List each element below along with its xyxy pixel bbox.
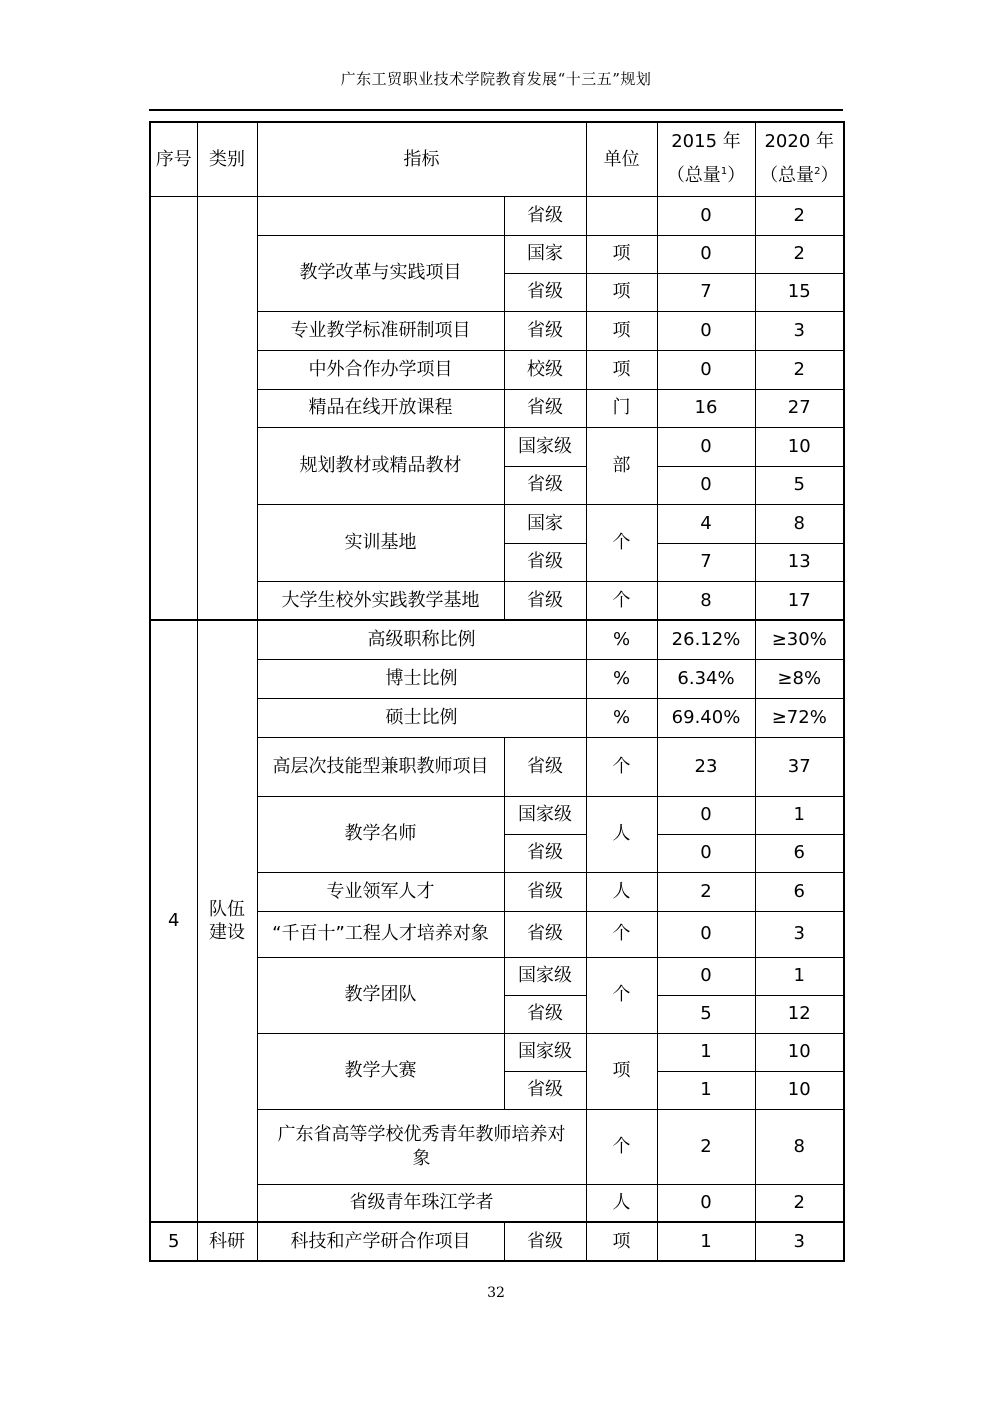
value-2015-cell: 0 bbox=[657, 466, 755, 504]
category-cell-continued bbox=[197, 196, 257, 620]
header-unit: 单位 bbox=[586, 122, 657, 196]
indicator-line-2: 象 bbox=[412, 1147, 431, 1169]
indicator-line-1: 广东省高等学校优秀青年教师培养对 bbox=[277, 1124, 566, 1146]
unit-cell: 项 bbox=[586, 350, 657, 389]
value-2020-cell: 10 bbox=[755, 1033, 844, 1071]
indicator-cell: 省级青年珠江学者 bbox=[257, 1184, 586, 1222]
indicator-cell: 实训基地 bbox=[257, 504, 504, 581]
value-2020-cell: 37 bbox=[755, 737, 844, 796]
value-2015-cell: 1 bbox=[657, 1222, 755, 1261]
level-cell: 省级 bbox=[504, 737, 586, 796]
table-row bbox=[150, 1222, 844, 1261]
value-2020-cell: 2 bbox=[755, 196, 844, 235]
header-2015-year: 2015 年 bbox=[671, 131, 741, 153]
indicator-cell: 科技和产学研合作项目 bbox=[257, 1222, 504, 1261]
header-2020 bbox=[755, 122, 844, 196]
indicator-cell: 大学生校外实践教学基地 bbox=[257, 581, 504, 620]
table-row bbox=[150, 196, 844, 235]
header-2015-footnote: 1 bbox=[720, 166, 728, 178]
value-2020-cell: ≥30% bbox=[755, 620, 844, 659]
indicator-cell: 硕士比例 bbox=[257, 698, 586, 737]
value-2015-cell: 0 bbox=[657, 196, 755, 235]
value-2020-cell: ≥72% bbox=[755, 698, 844, 737]
value-2015-cell: 2 bbox=[657, 872, 755, 911]
level-cell: 省级 bbox=[504, 1071, 586, 1109]
value-2015-cell: 0 bbox=[657, 834, 755, 872]
category-line-2: 建设 bbox=[209, 922, 245, 943]
value-2020-cell: 8 bbox=[755, 504, 844, 543]
level-cell: 校级 bbox=[504, 350, 586, 389]
unit-cell: 个 bbox=[586, 957, 657, 1033]
value-2015-cell: 26.12% bbox=[657, 620, 755, 659]
category-cell bbox=[197, 620, 257, 1222]
value-2015-cell: 16 bbox=[657, 389, 755, 427]
unit-cell: 人 bbox=[586, 796, 657, 872]
header-2020-year: 2020 年 bbox=[764, 131, 835, 153]
value-2015-cell: 5 bbox=[657, 995, 755, 1033]
value-2020-cell: 10 bbox=[755, 427, 844, 466]
header-2015-close: ） bbox=[727, 165, 746, 187]
level-cell: 省级 bbox=[504, 581, 586, 620]
value-2020-cell: 17 bbox=[755, 581, 844, 620]
value-2015-cell: 23 bbox=[657, 737, 755, 796]
value-2015-cell: 0 bbox=[657, 796, 755, 834]
header-seq: 序号 bbox=[150, 122, 197, 196]
level-cell: 省级 bbox=[504, 311, 586, 350]
value-2020-cell: 27 bbox=[755, 389, 844, 427]
header-2015 bbox=[657, 122, 755, 196]
value-2015-cell: 1 bbox=[657, 1071, 755, 1109]
value-2015-cell: 0 bbox=[657, 311, 755, 350]
header-2020-total: （总量 bbox=[760, 165, 815, 187]
value-2020-cell: 12 bbox=[755, 995, 844, 1033]
header-indicator: 指标 bbox=[257, 122, 586, 196]
unit-cell: % bbox=[586, 698, 657, 737]
indicator-cell: 教学名师 bbox=[257, 796, 504, 872]
unit-cell: 个 bbox=[586, 911, 657, 957]
value-2015-cell: 0 bbox=[657, 235, 755, 273]
unit-cell: 部 bbox=[586, 427, 657, 504]
indicator-cell: 教学团队 bbox=[257, 957, 504, 1033]
indicator-cell: 高级职称比例 bbox=[257, 620, 586, 659]
indicator-cell-continued bbox=[257, 196, 504, 235]
header-2020-footnote: 2 bbox=[814, 166, 821, 178]
indicator-cell: 中外合作办学项目 bbox=[257, 350, 504, 389]
unit-cell: 项 bbox=[586, 235, 657, 273]
indicator-cell: “千百十”工程人才培养对象 bbox=[257, 911, 504, 957]
indicator-cell: 高层次技能型兼职教师项目 bbox=[257, 737, 504, 796]
unit-cell: 项 bbox=[586, 311, 657, 350]
category-line-1: 队伍 bbox=[209, 898, 245, 920]
value-2015-cell: 69.40% bbox=[657, 698, 755, 737]
value-2020-cell: 2 bbox=[755, 1184, 844, 1222]
level-cell: 国家 bbox=[504, 504, 586, 543]
value-2015-cell: 7 bbox=[657, 543, 755, 581]
unit-cell: 个 bbox=[586, 737, 657, 796]
table-row bbox=[150, 620, 844, 659]
value-2020-cell: 1 bbox=[755, 957, 844, 995]
value-2020-cell: 1 bbox=[755, 796, 844, 834]
level-cell: 省级 bbox=[504, 466, 586, 504]
page-number: 32 bbox=[487, 1285, 505, 1301]
unit-cell: 人 bbox=[586, 872, 657, 911]
value-2020-cell: 15 bbox=[755, 273, 844, 311]
value-2020-cell: 3 bbox=[755, 311, 844, 350]
header-2015-total: （总量 bbox=[666, 165, 721, 187]
seq-cell: 5 bbox=[150, 1222, 197, 1261]
level-cell: 国家级 bbox=[504, 796, 586, 834]
indicator-cell: 专业领军人才 bbox=[257, 872, 504, 911]
unit-cell: 项 bbox=[586, 1222, 657, 1261]
indicator-cell: 规划教材或精品教材 bbox=[257, 427, 504, 504]
value-2020-cell: 6 bbox=[755, 872, 844, 911]
value-2020-cell: ≥8% bbox=[755, 659, 844, 698]
seq-cell-continued bbox=[150, 196, 197, 620]
value-2015-cell: 4 bbox=[657, 504, 755, 543]
level-cell: 省级 bbox=[504, 273, 586, 311]
level-cell: 省级 bbox=[504, 872, 586, 911]
level-cell: 省级 bbox=[504, 1222, 586, 1261]
header-2020-close: ） bbox=[820, 165, 839, 187]
header-category: 类别 bbox=[197, 122, 257, 196]
level-cell: 国家级 bbox=[504, 957, 586, 995]
value-2015-cell: 0 bbox=[657, 957, 755, 995]
value-2020-cell: 13 bbox=[755, 543, 844, 581]
value-2015-cell: 0 bbox=[657, 350, 755, 389]
indicator-cell: 博士比例 bbox=[257, 659, 586, 698]
unit-cell: 人 bbox=[586, 1184, 657, 1222]
indicator-cell: 专业教学标准研制项目 bbox=[257, 311, 504, 350]
indicator-cell: 精品在线开放课程 bbox=[257, 389, 504, 427]
unit-cell: 项 bbox=[586, 273, 657, 311]
unit-cell: 项 bbox=[586, 1033, 657, 1109]
level-cell: 国家级 bbox=[504, 1033, 586, 1071]
level-cell: 省级 bbox=[504, 196, 586, 235]
value-2020-cell: 2 bbox=[755, 235, 844, 273]
indicator-cell bbox=[257, 1109, 586, 1184]
level-cell: 国家 bbox=[504, 235, 586, 273]
value-2020-cell: 2 bbox=[755, 350, 844, 389]
level-cell: 国家级 bbox=[504, 427, 586, 466]
value-2015-cell: 0 bbox=[657, 911, 755, 957]
level-cell: 省级 bbox=[504, 834, 586, 872]
unit-cell: 个 bbox=[586, 1109, 657, 1184]
plan-indicator-table bbox=[149, 121, 845, 1262]
page-header-title: 广东工贸职业技术学院教育发展“十三五”规划 bbox=[340, 70, 652, 88]
value-2015-cell: 6.34% bbox=[657, 659, 755, 698]
level-cell: 省级 bbox=[504, 389, 586, 427]
value-2015-cell: 0 bbox=[657, 427, 755, 466]
value-2015-cell: 8 bbox=[657, 581, 755, 620]
table-header-row bbox=[150, 122, 844, 196]
value-2020-cell: 3 bbox=[755, 1222, 844, 1261]
seq-cell: 4 bbox=[150, 620, 197, 1222]
unit-cell: 个 bbox=[586, 504, 657, 581]
header-rule bbox=[149, 109, 843, 111]
level-cell: 省级 bbox=[504, 995, 586, 1033]
value-2020-cell: 6 bbox=[755, 834, 844, 872]
value-2015-cell: 1 bbox=[657, 1033, 755, 1071]
value-2015-cell: 7 bbox=[657, 273, 755, 311]
category-cell: 科研 bbox=[197, 1222, 257, 1261]
value-2015-cell: 2 bbox=[657, 1109, 755, 1184]
unit-cell: % bbox=[586, 659, 657, 698]
unit-cell: 门 bbox=[586, 389, 657, 427]
value-2020-cell: 5 bbox=[755, 466, 844, 504]
unit-cell: % bbox=[586, 620, 657, 659]
indicator-cell: 教学改革与实践项目 bbox=[257, 235, 504, 311]
level-cell: 省级 bbox=[504, 911, 586, 957]
level-cell: 省级 bbox=[504, 543, 586, 581]
indicator-cell: 教学大赛 bbox=[257, 1033, 504, 1109]
unit-cell: 个 bbox=[586, 581, 657, 620]
value-2020-cell: 8 bbox=[755, 1109, 844, 1184]
value-2020-cell: 10 bbox=[755, 1071, 844, 1109]
value-2015-cell: 0 bbox=[657, 1184, 755, 1222]
value-2020-cell: 3 bbox=[755, 911, 844, 957]
unit-cell bbox=[586, 196, 657, 235]
